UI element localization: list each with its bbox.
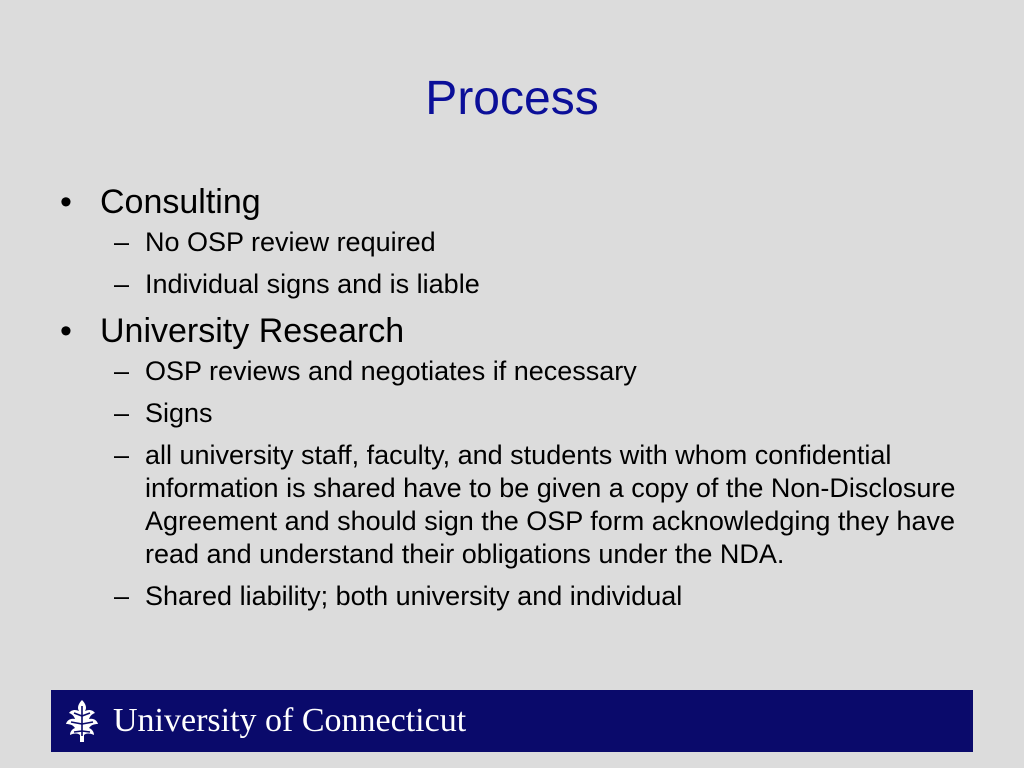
oak-leaf-icon: [57, 696, 107, 746]
dash-marker: –: [114, 398, 130, 428]
dash-marker: –: [114, 227, 130, 257]
institution-name: University of Connecticut: [113, 702, 467, 739]
bullet-item: [56, 182, 986, 222]
sub-bullet-item: [114, 397, 986, 430]
sub-bullet-item: [114, 439, 986, 571]
dash-marker: –: [114, 440, 130, 470]
sub-list: [56, 355, 986, 613]
sub-bullet-item: [114, 580, 986, 613]
bullet-marker: •: [60, 312, 72, 350]
sub-bullet-label: all university staff, faculty, and students with whom confidential information is shared have to be given a copy of the Non-Disclosure Agreement and should sign the OSP form acknowledging they have read and understand their obligations under the NDA.: [145, 440, 956, 569]
bullet-label: Consulting: [100, 183, 261, 221]
footer-bar: [51, 690, 973, 752]
sub-bullet-label: Shared liability; both university and individual: [145, 581, 683, 611]
dash-marker: –: [114, 269, 130, 299]
sub-bullet-item: [114, 355, 986, 388]
sub-bullet-item: [114, 268, 986, 301]
bullet-marker: •: [60, 183, 72, 221]
slide-title: Process: [425, 72, 599, 125]
dash-marker: –: [114, 356, 130, 386]
sub-bullet-label: Individual signs and is liable: [145, 269, 480, 299]
sub-bullet-label: No OSP review required: [145, 227, 436, 257]
bullet-list: [56, 182, 986, 623]
bullet-item: [56, 311, 986, 351]
sub-bullet-label: OSP reviews and negotiates if necessary: [145, 356, 637, 386]
bullet-label: University Research: [100, 312, 405, 350]
sub-bullet-item: [114, 226, 986, 259]
dash-marker: –: [114, 581, 130, 611]
sub-bullet-label: Signs: [145, 398, 213, 428]
sub-list: [56, 226, 986, 301]
